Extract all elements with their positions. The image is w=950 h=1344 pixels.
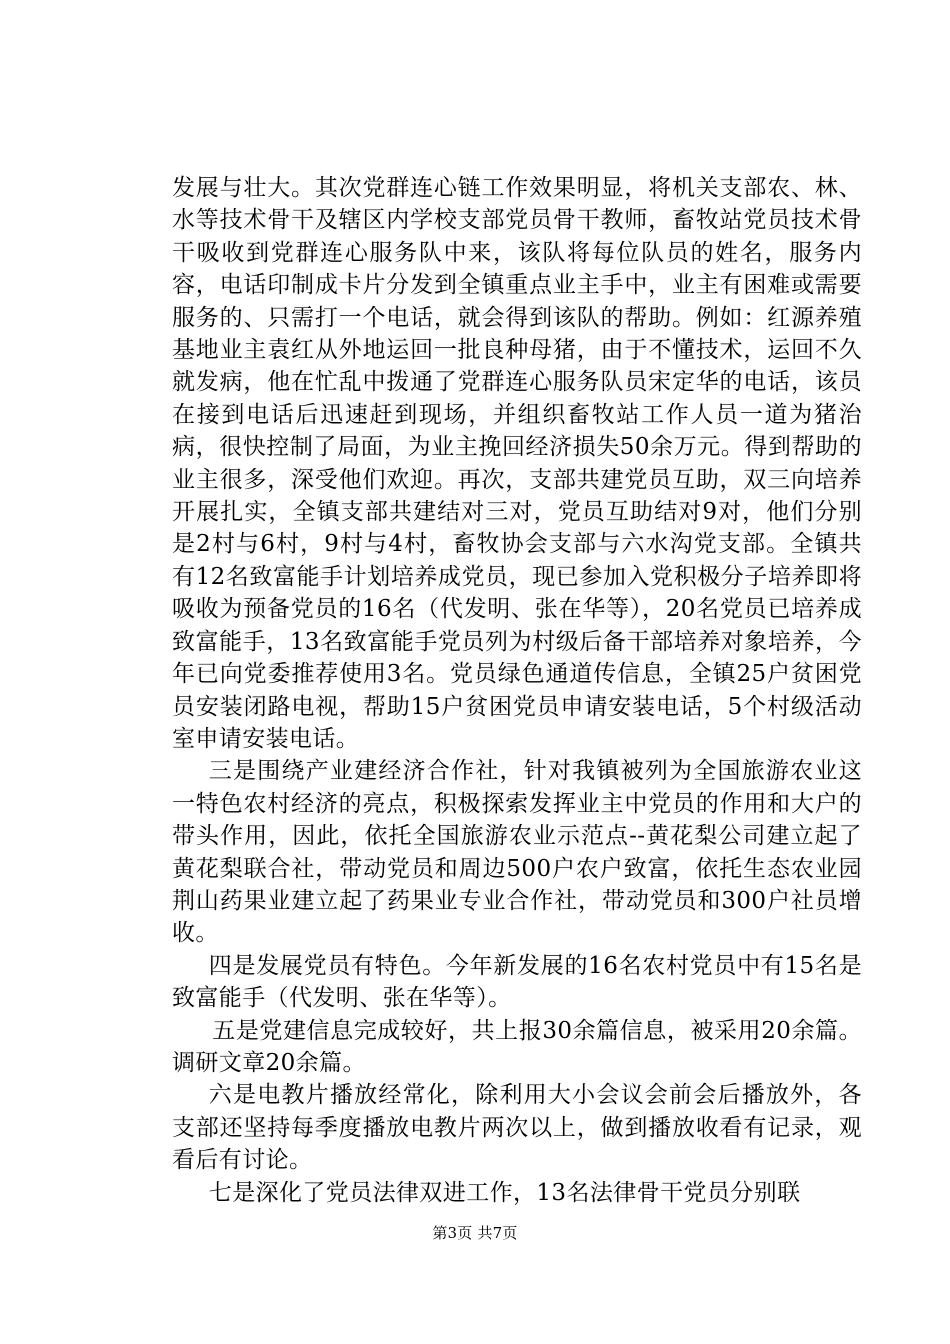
document-body — [172, 172, 862, 1209]
paragraph-item-three: 三是围绕产业建经济合作社，针对我镇被列为全国旅游农业这一特色农村经济的亮点，积极探索发挥业主中党员的作用和大户的带头作用，因此，依托全国旅游农业示范点--黄花梨公司建立起了黄花梨联合社，带动党员和周边500户农户致富，依托生态农业园荆山药果业建立起了药果业专业合作社，带动党员和300户社员增收。 — [172, 758, 862, 947]
page-number-footer: 第3页 共7页 — [432, 1224, 518, 1242]
paragraph-continuation: 发展与壮大。其次党群连心链工作效果明显，将机关支部农、林、水等技术骨干及辖区内学校支部党员骨干教师，畜牧站党员技术骨干吸收到党群连心服务队中来，该队将每位队员的姓名，服务内容，电话印制成卡片分发到全镇重点业主手中，业主有困难或需要服务的、只需打一个电话，就会得到该队的帮助。例如：红源养殖基地业主袁红从外地运回一批良种母猪，由于不懂技术，运回不久就发病，他在忙乱中拨通了党群连心服务队员宋定华的电话，该员在接到电话后迅速赶到现场，并组织畜牧站工作人员一道为猪治病，很快控制了局面，为业主挽回经济损失50余万元。得到帮助的业主很多，深受他们欢迎。再次，支部共建党员互助，双三向培养开展扎实，全镇支部共建结对三对，党员互助结对9对，他们分别是2村与6村，9村与4村，畜牧协会支部与六水沟党支部。全镇共有12名致富能手计划培养成党员，现已参加入党积极分子培养即将吸收为预备党员的16名（代发明、张在华等），20名党员已培养成致富能手，13名致富能手党员列为村级后备干部培养对象培养，今年已向党委推荐使用3名。党员绿色通道传信息，全镇25户贫困党员安装闭路电视，帮助15户贫困党员申请安装电话，5个村级活动室申请安装电话。 — [172, 175, 862, 752]
paragraph-item-six: 六是电教片播放经常化，除利用大小会议会前会后播放外，各支部还坚持每季度播放电教片两次以上，做到播放收看有记录，观看后有讨论。 — [172, 1082, 862, 1174]
paragraph-item-four: 四是发展党员有特色。今年新发展的16名农村党员中有15名是致富能手（代发明、张在华等）。 — [172, 952, 862, 1012]
paragraph-item-seven: 七是深化了党员法律双进工作，13名法律骨干党员分别联 — [208, 1179, 801, 1206]
paragraph-item-five: 五是党建信息完成较好，共上报30余篇信息，被采用20余篇。调研文章20余篇。 — [172, 1017, 862, 1076]
